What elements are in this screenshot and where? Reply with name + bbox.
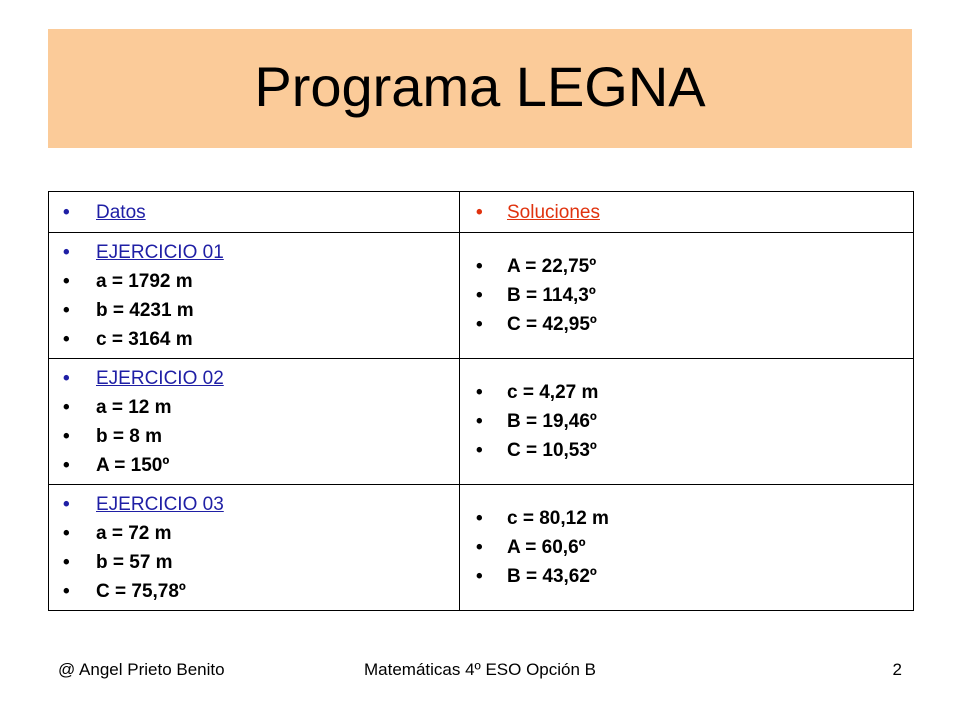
bullet-icon: • bbox=[476, 285, 483, 306]
solution-value: B = 43,62º bbox=[507, 566, 597, 587]
exercise-table bbox=[48, 191, 914, 611]
bullet-icon: • bbox=[63, 396, 70, 418]
data-item bbox=[49, 296, 459, 325]
bullet-icon: • bbox=[63, 367, 70, 389]
bullet-icon: • bbox=[63, 241, 70, 263]
bullet-icon: • bbox=[476, 508, 483, 529]
exercise-01-solution-cell bbox=[460, 233, 914, 359]
bullet-icon: • bbox=[476, 256, 483, 277]
exercise-01-data-cell bbox=[49, 233, 460, 359]
header-soluciones-cell bbox=[460, 192, 914, 233]
table-header-row bbox=[49, 192, 914, 233]
bullet-icon: • bbox=[63, 425, 70, 447]
solution-item bbox=[460, 281, 913, 310]
solution-value: C = 42,95º bbox=[507, 314, 597, 335]
data-item bbox=[49, 451, 459, 480]
solution-item bbox=[460, 436, 913, 465]
solution-item bbox=[460, 562, 913, 591]
footer-author: @ Angel Prieto Benito bbox=[58, 660, 225, 679]
exercise-02-data-cell bbox=[49, 359, 460, 485]
solution-value: A = 60,6º bbox=[507, 537, 586, 558]
solution-item bbox=[460, 378, 913, 407]
datos-link[interactable]: Datos bbox=[96, 201, 146, 223]
title-banner bbox=[48, 29, 912, 148]
bullet-icon: • bbox=[476, 411, 483, 432]
data-value: a = 1792 m bbox=[96, 270, 193, 292]
solution-item bbox=[460, 533, 913, 562]
data-value: a = 72 m bbox=[96, 522, 172, 544]
exercise-03-solution-cell bbox=[460, 485, 914, 611]
bullet-icon: • bbox=[476, 566, 483, 587]
exercise-02-solution-cell bbox=[460, 359, 914, 485]
bullet-icon: • bbox=[63, 201, 70, 223]
data-value: b = 8 m bbox=[96, 425, 162, 447]
solution-value: B = 114,3º bbox=[507, 285, 596, 306]
solution-value: B = 19,46º bbox=[507, 411, 597, 432]
bullet-icon: • bbox=[63, 299, 70, 321]
solution-item bbox=[460, 504, 913, 533]
data-item bbox=[49, 548, 459, 577]
exercise-03-link[interactable]: EJERCICIO 03 bbox=[96, 493, 224, 515]
bullet-icon: • bbox=[476, 537, 483, 558]
exercise-03-data-cell bbox=[49, 485, 460, 611]
footer-course: Matemáticas 4º ESO Opción B bbox=[363, 660, 597, 679]
bullet-icon: • bbox=[476, 201, 483, 223]
exercise-row-03 bbox=[49, 485, 914, 611]
data-item bbox=[49, 422, 459, 451]
exercise-row-01 bbox=[49, 233, 914, 359]
data-value: b = 57 m bbox=[96, 551, 173, 573]
bullet-icon: • bbox=[63, 328, 70, 350]
solution-value: C = 10,53º bbox=[507, 440, 597, 461]
header-datos-cell bbox=[49, 192, 460, 233]
bullet-icon: • bbox=[476, 314, 483, 335]
solution-value: c = 80,12 m bbox=[507, 508, 609, 529]
bullet-icon: • bbox=[476, 382, 483, 403]
data-item bbox=[49, 519, 459, 548]
exercise-row-02 bbox=[49, 359, 914, 485]
bullet-icon: • bbox=[63, 270, 70, 292]
data-item bbox=[49, 267, 459, 296]
soluciones-link[interactable]: Soluciones bbox=[507, 201, 600, 223]
data-item bbox=[49, 325, 459, 354]
solution-item bbox=[460, 252, 913, 281]
exercise-02-link[interactable]: EJERCICIO 02 bbox=[96, 367, 224, 389]
data-value: C = 75,78º bbox=[96, 580, 186, 602]
exercise-01-link[interactable]: EJERCICIO 01 bbox=[96, 241, 224, 263]
bullet-icon: • bbox=[63, 454, 70, 476]
footer-page-number: 2 bbox=[892, 660, 902, 679]
data-item bbox=[49, 393, 459, 422]
solution-item bbox=[460, 310, 913, 339]
page-title: Programa LEGNA bbox=[254, 55, 706, 118]
data-value: c = 3164 m bbox=[96, 328, 193, 350]
bullet-icon: • bbox=[63, 551, 70, 573]
solution-value: A = 22,75º bbox=[507, 256, 597, 277]
bullet-icon: • bbox=[63, 493, 70, 515]
data-item bbox=[49, 577, 459, 606]
solution-value: c = 4,27 m bbox=[507, 382, 599, 403]
data-value: b = 4231 m bbox=[96, 299, 194, 321]
data-value: a = 12 m bbox=[96, 396, 172, 418]
bullet-icon: • bbox=[476, 440, 483, 461]
bullet-icon: • bbox=[63, 580, 70, 602]
bullet-icon: • bbox=[63, 522, 70, 544]
data-value: A = 150º bbox=[96, 454, 170, 476]
solution-item bbox=[460, 407, 913, 436]
